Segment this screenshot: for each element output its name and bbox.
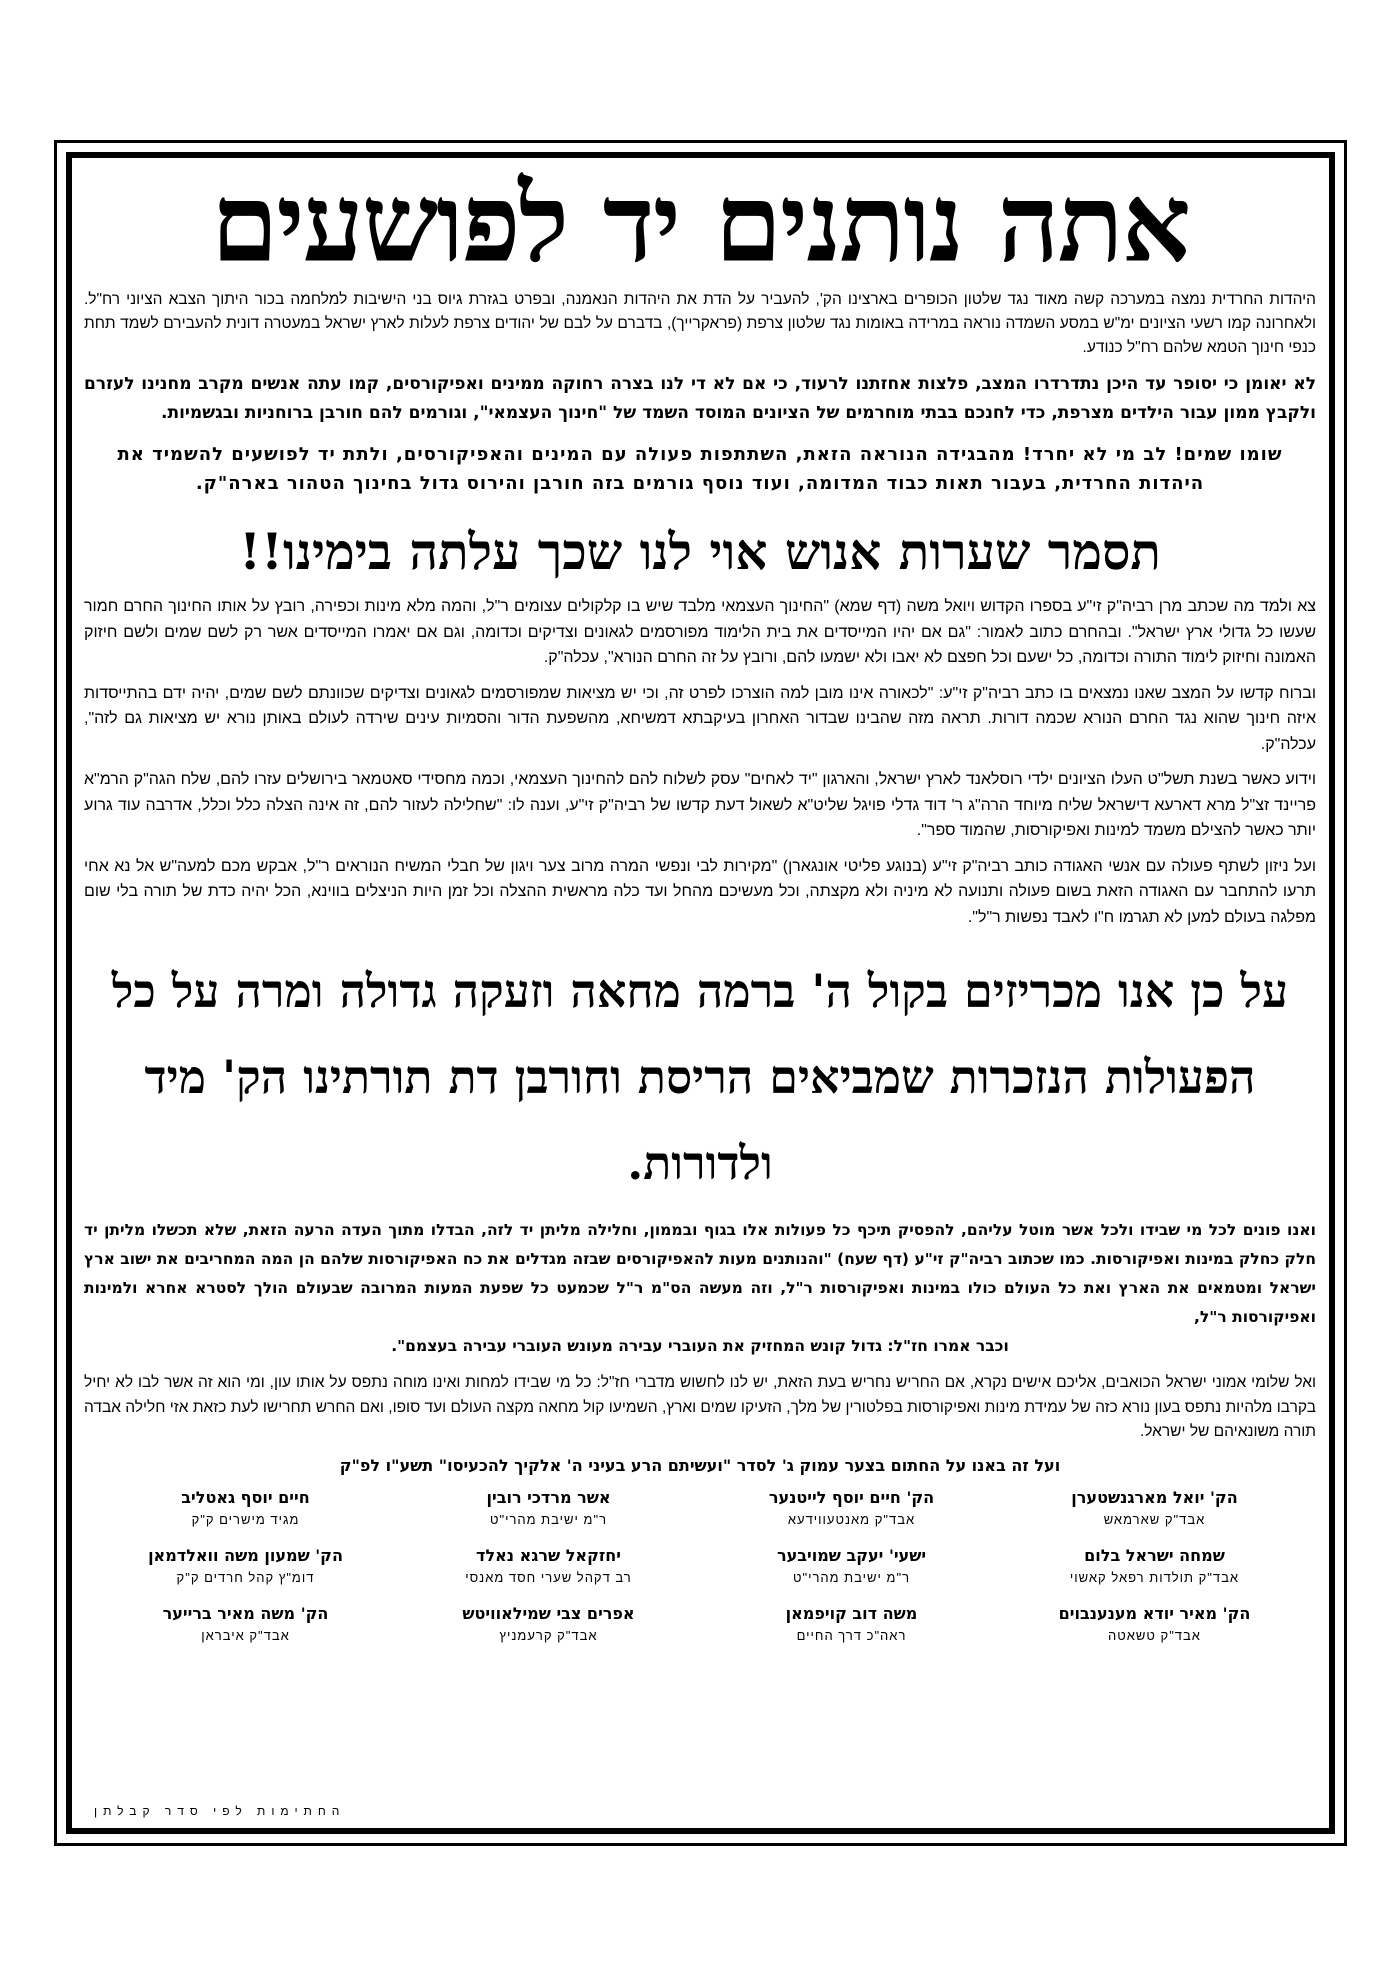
signature-name: יחזקאל שרגא נאלד <box>476 1545 621 1565</box>
appeal-paragraph <box>84 1216 1316 1361</box>
proclamation-headline <box>80 948 1320 1206</box>
signature-name: הק' חיים יוסף לייטנער <box>768 1487 935 1507</box>
signature-name: ישעי' יעקב שמויבער <box>776 1545 927 1565</box>
signature-block <box>700 1601 1003 1659</box>
appeal-main-text: ואנו פונים לכל מי שבידו ולכל אשר מוטל עליהם, להפסיק תיכף כל פעולות אלו בגוף ובממון, וחלילה מליתן יד לזה, הבדלו מתוך העדה הרעה הזאת, שלא תכשלו מליתן יד חלק כחלק במינות ואפיקורסות. כמו שכתוב רביה"ק זי"ע (דף שעח) "והנותנים מעות להאפיקורסים שבזה מגדלים את כח האפיקורסות שלהם הן המה המחריבים את ישוב ארץ ישראל ומטמאים את הארץ ואת כל העולם כולו במינות ואפיקורסות ר"ל, וזה מעשה הס"מ ר"ל שכמעט כל שפעת המעות המרובה שבעולם הולך לסטרא אחרא ולמינות ואפיקורסות ר"ל, <box>84 1221 1316 1326</box>
proclamation-line-1: על כן אנו מכריזים בקול ה' ברמה מחאה וזעקה גדולה ומרה על כל <box>111 964 1289 1018</box>
signature-block <box>1003 1485 1306 1543</box>
signature-block <box>700 1485 1003 1543</box>
signature-title: ראה"כ דרך החיים <box>796 1627 907 1643</box>
signature-block <box>94 1601 397 1659</box>
signature-title: אבד"ק תולדות רפאל קאשוי <box>1069 1569 1240 1585</box>
signature-title: אבד"ק איבראן <box>201 1627 290 1643</box>
bold-paragraph-2: שומו שמים! לב מי לא יחרד! מהבגידה הנוראה הזאת, השתתפות פעולה עם המינים והאפיקורסים, ולתת יד לפושעים להשמיד את היהדות החרדית, בעבור תאות כבוד המדומה, ועוד נוסף גורמים בזה חורבן והירוס גדול בחינוך הטהור בארה"ק. <box>117 444 1283 494</box>
headline: אתה נותנים יד לפושעים <box>210 161 1190 287</box>
bold-paragraph-1: לא יאומן כי יסופר עד היכן נתדרדרו המצב, פלצות אחזתנו לרעוד, כי אם לא די לנו בצרה רחוקה ממינים ואפיקורסים, קמו עתה אנשים מקרב מחנינו לעזרם ולקבץ ממון עבור הילדים מצרפת, כדי לחנכם בבתי מוחרמים של הציונים המוסד השמד של "חינוך העצמאי", וגורמים להם חורבן ברוחניות ובגשמיות. <box>84 374 1316 423</box>
signature-title: מגיד מישרים ק"ק <box>191 1511 300 1527</box>
signature-title: אבד"ק קרעמניץ <box>499 1627 598 1643</box>
signature-name: אפרים צבי שמילאוויטש <box>462 1603 635 1623</box>
signature-name: הק' מאיר יודא מענענבוים <box>1058 1603 1251 1623</box>
signature-title: ר"מ ישיבת מהרי"ט <box>792 1569 911 1585</box>
section-headline: תסמר שערות אנוש אוי לנו שכך עלתה בימינו!! <box>239 522 1161 581</box>
closing-paragraph: ואל שלומי אמוני ישראל הכואבים, אליכם אישים נקרא, אם החריש נחריש בעת הזאת, יש לנו לחשוש מדברי חז"ל: כל מי שבידו למחות ואינו מוחה נתפס על אותו עון, ומי הוא זה אשר לבו לא יחיל בקרבו מלהיות נתפס בעון נורא כזה של עמידת מינות ואפיקורסות בפלטורין של מלך, הזעיקו שמים וארץ, השמיעו קול מחאה מקצה העולם ועד סופו, ואם החרש תחרישו לעת כזאת אזי חלילה אבדה תורה משונאיהם של ישראל. <box>84 1374 1316 1440</box>
poster-content <box>80 161 1320 1824</box>
signature-title: רב דקהל שערי חסד מאנסי <box>465 1569 632 1585</box>
signature-name: הק' שמעון משה וואלדמאן <box>148 1545 343 1565</box>
signature-name: חיים יוסף גאטליב <box>181 1487 310 1507</box>
body-paragraph-3: וידוע כאשר בשנת תשל"ט העלו הציונים ילדי רוסלאנד לארץ ישראל, והארגון "יד לאחים" עסק לשלוח להם להחינוך העצמאי, וכמה מחסידי סאטמאר בירושלים עזרו להם, שלח הגה"ק הרמ"א פריינד זצ"ל מרא דארעא דישראל שליח מיוחד הרה"ג ר' דוד גדלי פויגל שליט"א לשאול דעת קדשו של רביה"ק זי"ע, וענה לו: "שחלילה לעזור להם, זה אינה הצלה כלל וכלל, אדרבה עוד גרוע יותר כאשר להצילם משמד למינות ואפיקורסות, שהמוד ספר". <box>84 771 1316 839</box>
signature-title: אבד"ק טשאטה <box>1108 1627 1201 1643</box>
signature-block <box>397 1485 700 1543</box>
body-paragraph-1: צא ולמד מה שכתב מרן רביה"ק זי"ע בספרו הקדוש ויואל משה (דף שמא) "החינוך העצמאי מלבד שיש בו קלקולים עצומים ר"ל, והמה מלא מינות וכפירה, רובץ על אותו החינוך החרם חמור שעשו כל גדולי ארץ ישראל". ובהחרם כתוב לאמור: "גם אם יהיו המייסדים את בית הלימוד מפורסמים לגאונים וצדיקים וכדומה, וגם אם יאמרו המייסדים אשר רק לשם שמים ולשם חיזוק האמונה וחיזוק לימוד התורה וכדומה, כל ישעם וכל חפצם לא יאבו ולא ישמעו להם, ורובץ על זה החרם הנורא", עכלה"ק. <box>84 598 1316 666</box>
signature-title: אבד"ק שארמאש <box>1103 1511 1206 1527</box>
intro-paragraph: היהדות החרדית נמצה במערכה קשה מאוד נגד שלטון הכופרים בארצינו הק', להעביר על הדת את היהדות הנאמנה, ובפרט בגזרת גיוס בני הישיבות למלחמה בכור היתוך הצבא הציוני רח"ל. ולאחרונה קמו רשעי הציונים ימ"ש במסע השמדה נוראה במרידה באומות נגד שלטון צרפת (פראקרייך), בדברם על לבם של יהודים צרפת לעלות לארץ ישראל במעטרה דונית להעבירם לשמד תחת כנפי חינוך הטמא שלהם רח"ל כנודע. <box>84 291 1316 356</box>
body-paragraph-4: ועל ניזון לשתף פעולה עם אנשי האגודה כותב רביה"ק זי"ע (בנוגע פליטי אונגארן) "מקירות לבי ונפשי המרה מרוב צער ויגון של חבלי המשיח הנוראים ר"ל, אבקש מכם למעה"ש אל נא אחי תרעו להתחבר עם האגודה הזאת בשום פעולה ותנועה לא מיניה ולא מקצתה, וכל מעשיכם מהחל ועד כלה מראשית ההצלה וכל זמן היות הניצלים בווינא, הכל יהיה כדת של תורה בלי שום מפלגה בעולם למען לא תגרמו ח"ו לאבד נפשות ר"ל". <box>84 857 1316 926</box>
signature-title: אבד"ק מאנטעווידעא <box>787 1511 916 1527</box>
signature-block <box>700 1543 1003 1601</box>
signature-name: הק' משה מאיר ברייער <box>162 1603 329 1623</box>
signoff-line: ועל זה באנו על החתום בצער עמוק ג' לסדר "ועשיתם הרע בעיני ה' אלקיך להכעיסו" תשע"ו לפ"ק <box>339 1455 1061 1475</box>
signature-name: אשר מרדכי רובין <box>486 1487 611 1507</box>
signature-block <box>397 1601 700 1659</box>
signature-block <box>94 1485 397 1543</box>
signatures-grid <box>80 1485 1320 1659</box>
proclamation-line-2: הפעולות הנזכרות שמביאים הריסת וחורבן דת תורתינו הק' מיד ולדורות. <box>144 1050 1256 1190</box>
signature-block <box>1003 1601 1306 1659</box>
appeal-tail-text: וכבר אמרו חז"ל: גדול קונש המחזיק את העוברי עבירה מעונש העוברי עבירה בעצמם". <box>391 1337 1009 1355</box>
body-paragraph-2: וברוח קדשו על המצב שאנו נמצאים בו כתב רביה"ק זי"ע: "לכאורה אינו מובן למה הוצרכו לפרט זה, וכי יש מציאות שמפורסמים לגאונים וצדיקים שכוונתם לשם שמים, יהיה ידם בהתייסדות איזה חינוך שהוא נגד החרם הנורא שכמה דורות. תראה מזה שהבינו שבדור האחרון בעיקבתא דמשיחא, מהשפעת הדור והסמיות עינים שירדה לעולם באותן נורא יש מציאות גם לזה", עכלה"ק. <box>84 684 1316 753</box>
signature-block <box>1003 1543 1306 1601</box>
signature-name: שמחה ישראל בלום <box>1084 1545 1225 1565</box>
signatures-order-note: החתימות לפי סדר קבלתן <box>94 1804 346 1818</box>
signature-block <box>397 1543 700 1601</box>
signature-name: הק' יואל מארגנשטערן <box>1071 1487 1238 1507</box>
signature-block <box>94 1543 397 1601</box>
signature-name: משה דוב קויפמאן <box>785 1603 918 1623</box>
signature-title: ר"מ ישיבת מהרי"ט <box>489 1511 608 1527</box>
signature-title: דומ"ץ קהל חרדים ק"ק <box>176 1569 315 1585</box>
